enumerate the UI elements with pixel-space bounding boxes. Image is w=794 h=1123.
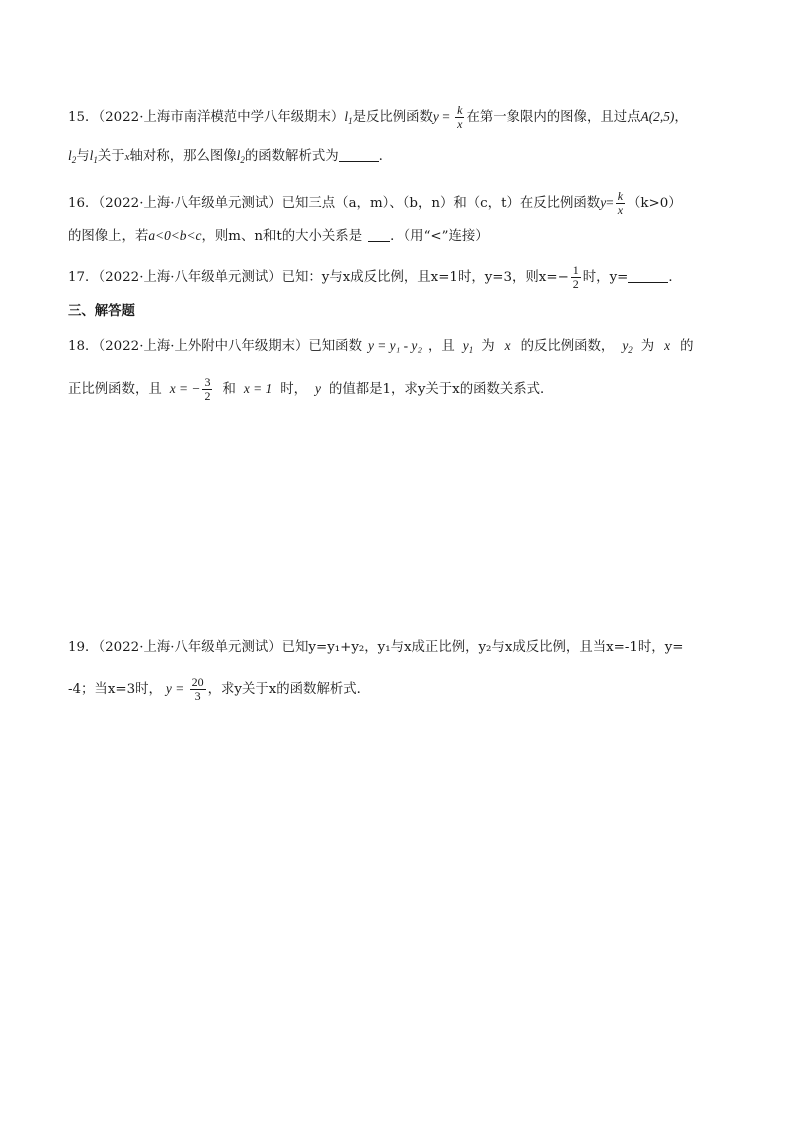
q18-l2-text-b: 和: [222, 382, 236, 397]
q15-axis-var: x: [124, 151, 130, 163]
q15-l2-text-a: 与: [76, 149, 90, 164]
q19-l2-text-a: -4；当x=3时，: [68, 682, 162, 697]
q16-line2: [68, 226, 489, 247]
q15-line2: [68, 146, 383, 170]
q18-line1: [68, 336, 694, 360]
q15-line1: 15．（2022·上海市南洋模范中学八年级期末）$l_1$是反比例函数y = $\frac{k}{x}$ 在第一象限内的图像，且过点A(2,5)，: [68, 103, 688, 131]
q16-l2-text-d: ．（用“<”连接）: [390, 229, 489, 244]
q16-vars: m、n和t: [228, 229, 282, 244]
q16-l2-text-a: 的图像上，若: [68, 229, 149, 244]
q18-text-e: 为: [640, 339, 655, 354]
q17-period: ．: [668, 270, 682, 285]
q18-fraction: $\frac{3}{2}$: [204, 375, 211, 403]
q15-number: 15．: [68, 110, 99, 125]
q16-source: （2022·上海·八年级单元测试）: [98, 196, 282, 211]
q17-answer-blank[interactable]: [628, 268, 668, 283]
q17-text-b: 时，y=: [582, 270, 629, 285]
q17-line1: [68, 264, 682, 291]
q15-l2-var-b: $l_2$: [236, 148, 245, 165]
q15-comma: ，: [674, 110, 688, 125]
q18-text-c: 为: [481, 339, 495, 354]
q15-l2-text-b: 关于: [97, 149, 125, 164]
section-heading: 三、解答题: [68, 304, 135, 319]
q18-y2: $y_2$: [622, 338, 633, 355]
q18-number: 18．: [68, 339, 99, 354]
q19-number: 19．: [68, 640, 99, 655]
q15-source: （2022·上海市南洋模范中学八年级期末）: [98, 110, 345, 125]
q15-period: .: [378, 149, 383, 164]
q18-equation: y = y₁ - y₂: [367, 338, 422, 353]
q15-l2-var: $l_2$: [68, 148, 77, 165]
q16-number: 16．: [68, 196, 99, 211]
q16-l2-text-b: ，则: [201, 229, 229, 244]
q19-source: （2022·上海·八年级单元测试）: [98, 640, 282, 655]
q19-fraction: $\frac{20}{3}$: [191, 675, 204, 703]
q16-l2-text-c: 的大小关系是: [281, 229, 363, 244]
q18-l2-text-d: 的值都是1，求y关于x的函数关系式．: [328, 382, 554, 397]
q18-text-d: 的反比例函数，: [520, 339, 615, 354]
q16-condition: （k>0）: [627, 196, 682, 211]
q15-text-b: 在第一象限内的图像，且过点: [466, 110, 641, 125]
q15-l1-var-b: $l_1$: [89, 148, 98, 165]
q16-inequality: a<0<b<c: [148, 228, 202, 243]
q15-l2-text-d: 的函数解析式为: [244, 149, 339, 164]
q18-y1: $y_1$: [462, 338, 474, 355]
q18-l2-text-a: 正比例函数，且: [68, 382, 162, 397]
q15-l2-text-c: 轴对称，那么图像: [129, 149, 237, 164]
q16-text-a: 已知三点（a，m）、（b，n）和（c，t）在反比例函数: [281, 196, 601, 211]
q18-l2-text-c: 时，: [280, 382, 307, 397]
q18-x-a: x: [504, 338, 511, 353]
q18-line2: 正比例函数，且 x = − $\frac{3}{2}$ 和 x = 1 时， y 的值都是1，求y关于x的函数关系式．: [68, 375, 554, 403]
q16-answer-blank[interactable]: [368, 227, 390, 242]
q18-x-b: x: [664, 338, 671, 353]
q15-text-a: 是反比例函数: [352, 110, 433, 125]
q16-line1: 16．（2022·上海·八年级单元测试）已知三点（a，m）、（b，n）和（c，t）在反比例函数y= $\frac{k}{x}$ （k>0）: [68, 189, 682, 217]
q15-fraction: $\frac{k}{x}$: [457, 103, 463, 131]
q16-fraction: $\frac{k}{x}$: [617, 189, 624, 217]
q17-number: 17．: [68, 270, 99, 285]
q19-text-a: 已知y=y₁+y₂，y₁与x成正比例，y₂与x成反比例，且当x=-1时，y=: [281, 640, 684, 655]
q19-line2: -4；当x=3时， y = $\frac{20}{3}$ ，求y关于x的函数解析式．: [68, 675, 371, 703]
q19-l2-text-b: ，求y关于x的函数解析式．: [207, 682, 371, 697]
q18-text-a: 已知函数: [308, 339, 362, 354]
q15-l1-var: $l_1$: [344, 109, 353, 126]
q18-text-f: 的: [680, 339, 694, 354]
q17-source: （2022·上海·八年级单元测试）: [98, 270, 282, 285]
q15-y-eq: y: [432, 109, 439, 124]
q15-point: A(2,5): [640, 109, 675, 124]
q18-source: （2022·上海·上外附中八年级期末）: [98, 339, 309, 354]
q18-text-b: ，且: [428, 339, 455, 354]
q15-answer-blank[interactable]: [339, 147, 379, 162]
q17-text-a: 已知：y与x成反比例，且x=1时，y=3，则x=−: [281, 270, 569, 285]
q19-line1: [68, 638, 684, 658]
q17-fraction: $\frac{1}{2}$: [572, 263, 579, 291]
